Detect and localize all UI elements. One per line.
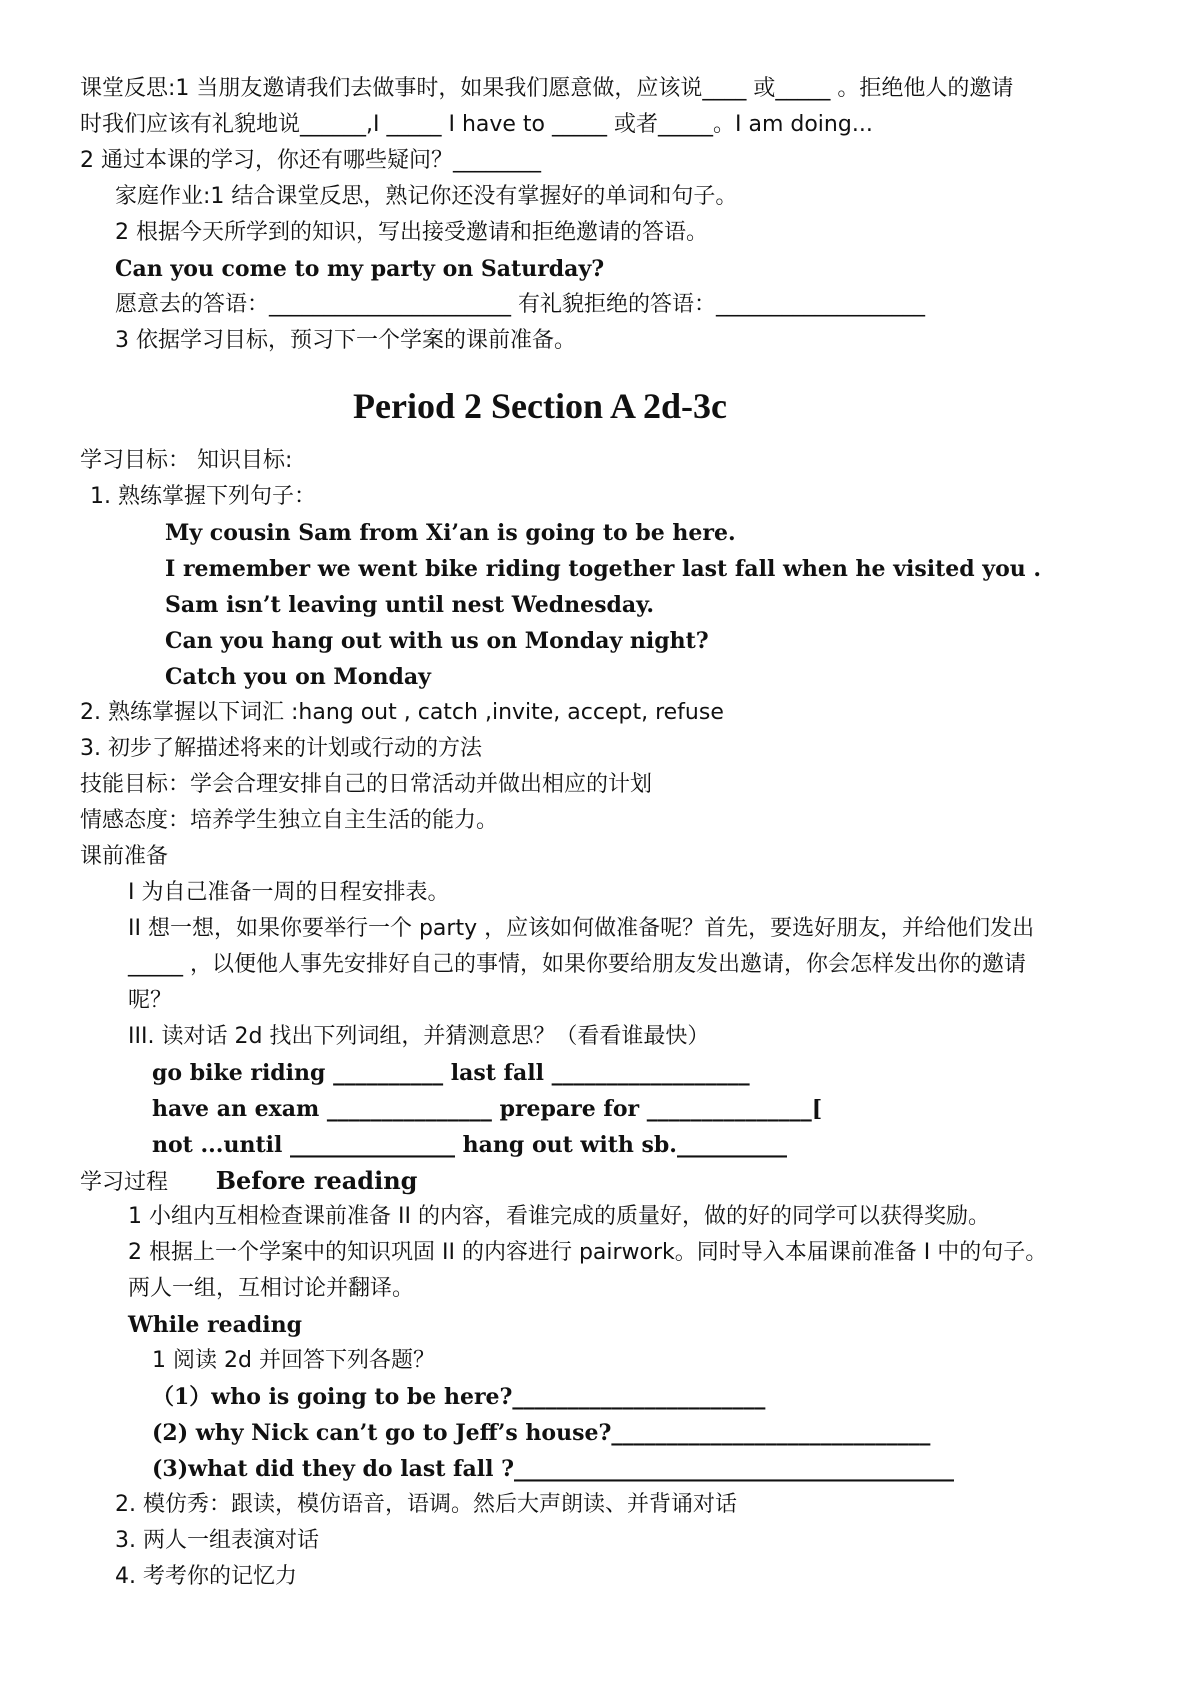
phrase-row-2: have an exam _______________ prepare for _______________[ — [152, 1096, 823, 1122]
prep-header: 课前准备 — [80, 844, 169, 869]
question-1: （1）who is going to be here?_______________________ — [152, 1384, 766, 1410]
skills-objective: 技能目标：学会合理安排自己的日常活动并做出相应的计划 — [80, 772, 653, 797]
objective-item-1: 1. 熟练掌握下列句子： — [90, 484, 316, 509]
prep-ii-line-2: _____ ，以便他人事先安排好自己的事情，如果你要给朋友发出邀请，你会怎样发出你的邀请 — [128, 952, 1026, 977]
before-step-2b: 两人一组，互相讨论并翻译。 — [128, 1276, 415, 1301]
before-step-1: 1 小组内互相检查课前准备 II 的内容，看谁完成的质量好，做的好的同学可以获得奖励。 — [128, 1204, 990, 1229]
prep-ii-line-1: II 想一想，如果你要举行一个 party ，应该如何做准备呢？首先，要选好朋友，并给他们发出 — [128, 916, 1035, 941]
sentence-2: I remember we went bike riding together last fall when he visited you . — [165, 556, 1042, 582]
sentence-5: Catch you on Monday — [165, 664, 431, 690]
step-3: 3. 两人一组表演对话 — [115, 1528, 319, 1553]
prep-iii: III. 读对话 2d 找出下列词组，并猜测意思？（看看谁最快） — [128, 1024, 710, 1049]
homework-line-2: 2 根据今天所学到的知识，写出接受邀请和拒绝邀请的答语。 — [115, 220, 708, 245]
sentence-4: Can you hang out with us on Monday night? — [165, 628, 709, 654]
homework-line-3: 3 依据学习目标，预习下一个学案的课前准备。 — [115, 328, 576, 353]
step-2: 2. 模仿秀：跟读，模仿语音，语调。然后大声朗读、并背诵对话 — [115, 1492, 737, 1517]
question-3: (3)what did they do last fall ?________________________________________ — [152, 1456, 955, 1482]
phrase-row-3: not ...until _______________ hang out with sb.__________ — [152, 1132, 787, 1158]
prep-i: I 为自己准备一周的日程安排表。 — [128, 880, 450, 905]
reflection-line-2: 时我们应该有礼貌地说______,I _____ I have to _____ 或者_____。I am doing... — [80, 112, 873, 137]
prep-ii-line-3: 呢？ — [128, 988, 173, 1013]
before-reading-label: Before reading — [215, 1166, 418, 1195]
sentence-1: My cousin Sam from Xi’an is going to be here. — [165, 520, 736, 546]
objectives-header: 学习目标： 知识目标: — [80, 448, 293, 473]
while-step-1: 1 阅读 2d 并回答下列各题？ — [152, 1348, 435, 1373]
process-header: 学习过程 — [80, 1170, 169, 1195]
while-reading-label: While reading — [128, 1312, 303, 1338]
homework-answers: 愿意去的答语：______________________ 有礼貌拒绝的答语：___________________ — [115, 292, 925, 317]
sentence-3: Sam isn’t leaving until nest Wednesday. — [165, 592, 655, 618]
reflection-line-1: 课堂反思:1 当朋友邀请我们去做事时，如果我们愿意做，应该说____ 或_____ 。拒绝他人的邀请 — [80, 76, 1014, 101]
homework-line-1: 家庭作业:1 结合课堂反思，熟记你还没有掌握好的单词和句子。 — [115, 184, 738, 209]
phrase-row-1: go bike riding __________ last fall __________________ — [152, 1060, 750, 1086]
objective-item-2: 2. 熟练掌握以下词汇 :hang out , catch ,invite, accept, refuse — [80, 700, 724, 725]
homework-question: Can you come to my party on Saturday? — [115, 256, 605, 282]
process-header-row — [80, 1166, 417, 1198]
before-step-2a: 2 根据上一个学案中的知识巩固 II 的内容进行 pairwork。同时导入本届课前准备 I 中的句子。 — [128, 1240, 1048, 1265]
step-4: 4. 考考你的记忆力 — [115, 1564, 297, 1589]
question-2: (2) why Nick can’t go to Jeff’s house?_____________________________ — [152, 1420, 931, 1446]
attitude-objective: 情感态度：培养学生独立自主生活的能力。 — [80, 808, 499, 833]
page-title: Period 2 Section A 2d-3c — [353, 386, 727, 426]
reflection-question-2: 2 通过本课的学习，你还有哪些疑问？________ — [80, 148, 541, 173]
objective-item-3: 3. 初步了解描述将来的计划或行动的方法 — [80, 736, 482, 761]
